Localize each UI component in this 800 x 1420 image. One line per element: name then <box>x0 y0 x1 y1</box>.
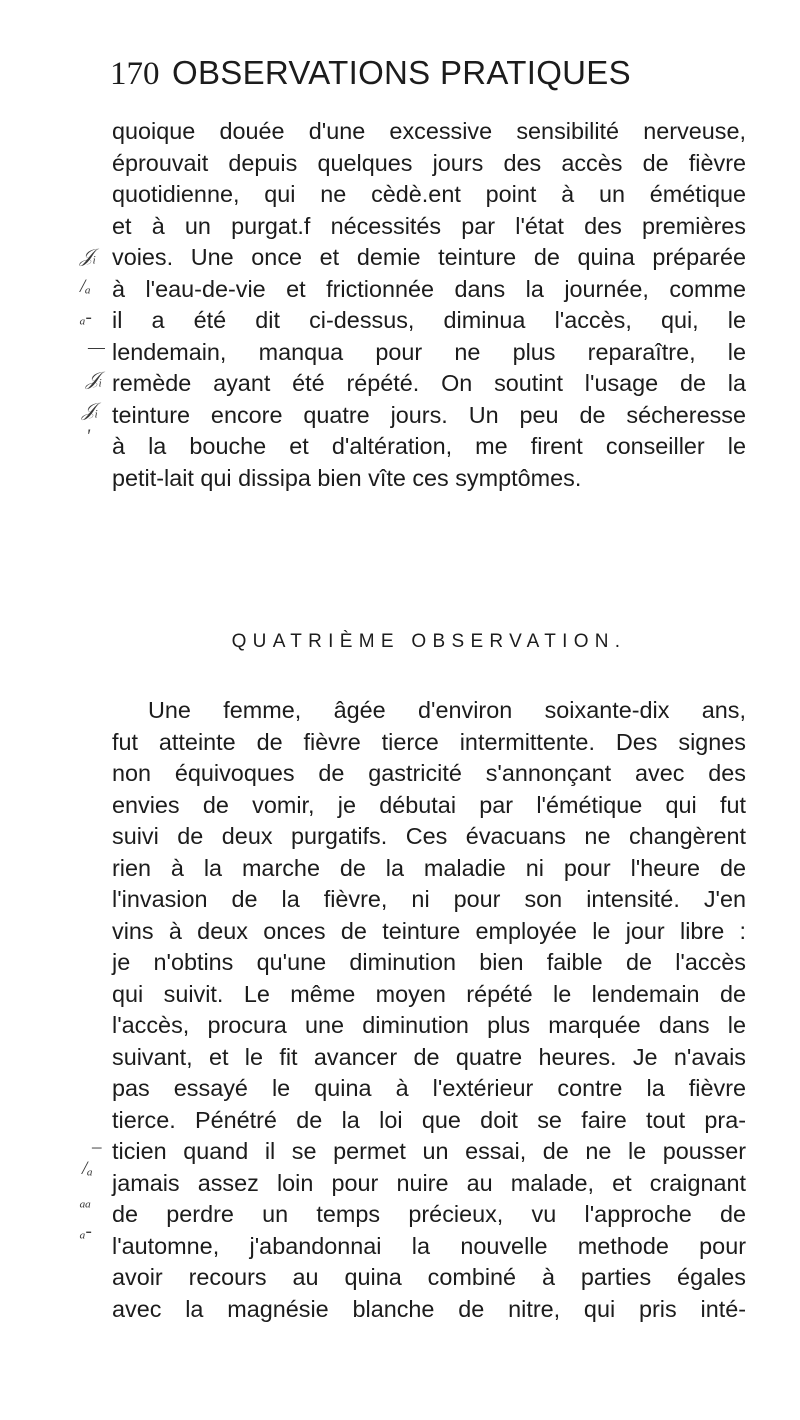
text-line: qui suivit. Le même moyen répété le lendemain de <box>112 980 746 1007</box>
running-title: OBSERVATIONS PRATIQUES <box>172 54 631 91</box>
text-line: envies de vomir, je débutai par l'émétique qui fut <box>112 791 746 818</box>
text-line: de perdre un temps précieux, vu l'approche de <box>112 1201 746 1227</box>
text-line: avoir recours au quina combiné à parties égales <box>112 1264 746 1290</box>
text-line: quoique douée d'une excessive sensibilité nerveuse, <box>112 118 746 144</box>
text-line: fut atteinte de fièvre tierce intermittente. Des signes <box>112 728 746 755</box>
margin-annotation: _ <box>92 1130 102 1151</box>
text-line: je n'obtins qu'une diminution bien faible de l'accès <box>112 949 746 975</box>
margin-annotation: ₐ- <box>80 1221 92 1242</box>
paragraph-2 <box>112 695 746 1325</box>
margin-annotation: ₐₐ <box>80 1190 92 1211</box>
paragraph-1 <box>112 116 746 494</box>
text-line: rien à la marche de la maladie ni pour l'heure de <box>112 854 746 881</box>
text-line: petit-lait qui dissipa bien vîte ces symptômes. <box>112 464 582 491</box>
text-line: pas essayé le quina à l'extérieur contre la fièvre <box>112 1075 746 1101</box>
text-line: ticien quand il se permet un essai, de ne le pousser <box>112 1138 746 1164</box>
text-line: l'automne, j'abandonnai la nouvelle methode pour <box>112 1232 746 1259</box>
text-line: avec la magnésie blanche de nitre, qui pris inté- <box>112 1295 746 1322</box>
text-line: remède ayant été répété. On soutint l'usage de la <box>112 370 746 396</box>
running-head <box>110 52 750 102</box>
text-line: il a été dit ci-dessus, diminua l'accès, qui, le <box>112 307 746 333</box>
text-line: l'accès, procura une diminution plus marquée dans le <box>112 1012 746 1038</box>
text-line: lendemain, manqua pour ne plus reparaître, le <box>112 338 746 365</box>
text-line: à l'eau-de-vie et frictionnée dans la journée, comme <box>112 275 746 302</box>
margin-annotation: ' <box>86 426 91 447</box>
margin-annotations <box>0 0 110 1420</box>
text-line: suivant, et le fit avancer de quatre heures. Je n'avais <box>112 1043 746 1070</box>
margin-annotation: ₐ- <box>80 307 92 328</box>
margin-annotation: /ₐ <box>82 1158 93 1179</box>
margin-annotation: 𝒥ᵢ <box>82 400 99 421</box>
text-line: teinture encore quatre jours. Un peu de sécheresse <box>112 401 746 428</box>
margin-annotation: 𝒥ᵢ <box>80 246 97 267</box>
text-line: vins à deux onces de teinture employée le jour libre : <box>112 917 746 944</box>
text-line: voies. Une once et demie teinture de quina préparée <box>112 244 746 270</box>
text-line: et à un purgat.f nécessités par l'état des premières <box>112 212 746 239</box>
text-line: jamais assez loin pour nuire au malade, et craignant <box>112 1169 746 1196</box>
text-line: éprouvait depuis quelques jours des accès de fièvre <box>112 149 746 176</box>
page-number: 170 <box>110 56 160 92</box>
text-line: l'invasion de la fièvre, ni pour son intensité. J'en <box>112 886 746 912</box>
margin-annotation: /ₐ <box>80 276 91 297</box>
margin-annotation: — <box>88 337 105 358</box>
text-line: non équivoques de gastricité s'annonçant avec des <box>112 760 746 786</box>
text-line: tierce. Pénétré de la loi que doit se faire tout pra- <box>112 1106 746 1133</box>
text-line: à la bouche et d'altération, me firent conseiller le <box>112 433 746 459</box>
margin-annotation: 𝒥ᵢ <box>86 369 103 390</box>
text-line: Une femme, âgée d'environ soixante-dix ans, <box>148 697 746 723</box>
text-line: suivi de deux purgatifs. Ces évacuans ne changèrent <box>112 823 746 849</box>
section-heading: QUATRIÈME OBSERVATION. <box>231 631 627 652</box>
text-line: quotidienne, qui ne cèdè.ent point à un émétique <box>112 181 746 207</box>
